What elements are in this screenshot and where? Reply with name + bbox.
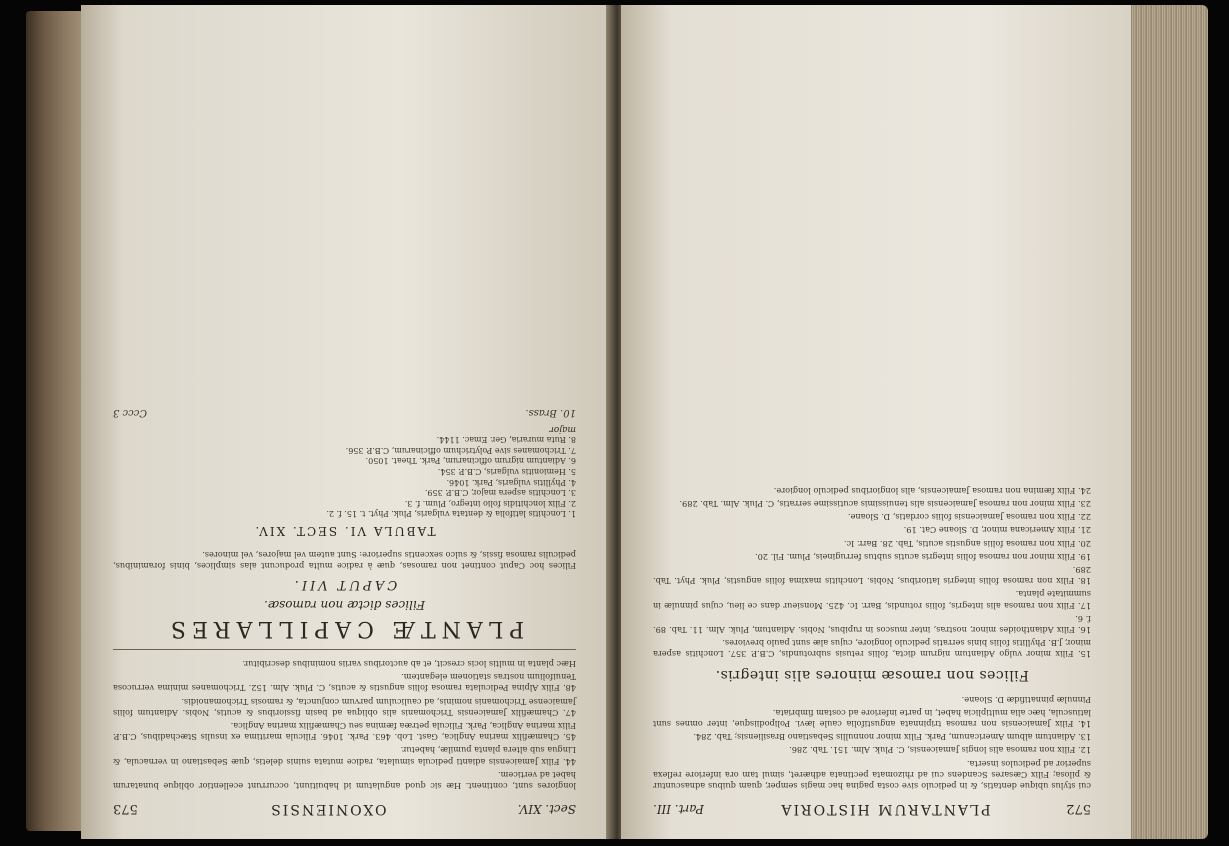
paragraph: 23. Filix minor non ramosa Jamaicensis alis tenuissimis acutissime serratis, C. Pluk. Alm. Tab. 289. [679,498,1091,509]
section-label: Part. III. [653,802,704,816]
paragraph: 45. Chamæfilix marina Anglica, Gast. Lob. 463. Park. 1046. Filicula maritima ex insulis Stæchadibus, C.B.P. Filix marina Anglica, Park. Filicula petræa fæmina seu Chamæfilix marina Anglica. [113,720,576,743]
paragraph: 13. Adiantum album Americanum, Park. Filix minor nonnullis Sebastiano Brasiliensis; Tab. 284. [693,732,1091,743]
side-note: major [549,423,576,434]
paragraph: 17. Filix non ramosa alis integris, foliis rotundis, Barr. Ic. 425. Monsieur dans ce lieu, cujus pinnulæ in summitate planta. [653,589,1091,611]
paragraph: 44. Filix Jamaicensis adianti pedicula simulata, radice mutata suinis deletis, quæ Sebastiano in vernacula, & Lingua sub altera planta pumilæ, habetur. [113,745,576,767]
paragraph: 14. Filix Jamaicensis non ramosa tripinnata angustifolia caule lævi. Polipodiisque, inter omnes sunt latiuscula, hæc alia multiplicia habet, in parte inferiore ad costam fimbriata. [653,707,1091,729]
caput-heading: CAPUT VII. [291,576,398,592]
page-number: 573 [113,801,138,816]
list-item: 3. Lonchitis aspera major, C.B.P. 359. [424,488,576,498]
intro-paragraph: Filices hoc Caput continet non ramosas, quæ à radice multa producunt alas simplices, binis foraminibus, pediculis ramosa fissis, & sulco sexcentis superiore: Sunt autem vel majores, vel minores. [113,549,576,571]
paragraph: 48. Filix Alpina Pediculata ramosa foliis angustis & acutis, C. Pluk. Alm. 152. Trichomanes minima verrucosa Tenuifolium nostras stationem elegantem. [113,672,576,694]
book-fore-edge-right [1128,5,1208,839]
running-head: OXONIENSIS [269,801,387,817]
paragraph: 24. Filix fæmina non ramosa Jamaicensis, alis longioribus pediculo longiore. [773,485,1091,496]
paragraph: 47. Chamæfilix Jamaicensis Trichomanis alis obliqua ad basin fissioribus & acutis, Nobis. Adiantum foliis Jamaicense Trichomanis nominis, ad cauliculum parvum conjuncta, & ramosis Trichomanoidis. [113,696,576,718]
left-page-header [113,801,576,817]
list-item: 1. Lonchitis latifolia & dentata vulgaris, Pluk. Phyt. t. 15. f. 2. [326,509,576,519]
signature-mark: Cccc 3 [113,406,147,418]
paragraph: 20. Filix non ramosa foliis angustis acutis, Tab. 28. Barr. Ic. [843,538,1091,549]
paragraph: longiores sunt, continent. Hæ sic quod angulatum id habuitiunt, occurrunt ecellentior oblique bunatarum habet ad verticem. [113,769,576,791]
paragraph: cui stylus ubique dentatis, & in pediculo sive costa pagina hac magis semper, quam quibus adnascuntur & pilosa; Filix Cæsares Scandens cui ad rhizomata pectinata adhæret, simul tam ora inferiore reflexa superior ad pediculos inserta. [653,758,1091,791]
tabula-heading: TABULA VI. SECT. XIV. [253,524,436,539]
species-list [113,434,576,519]
paragraph: 19. Filix minor non ramosa foliis integris acutis subtus ferrugineis, Plum. Fil. 20. [755,551,1091,562]
paragraph: 16. Filix Adianthoides minor, nostras, inter muscos in rupibus, Nobis. Adiantum, Pluk. Alm. 11. Tab. 89. f. 6. [653,613,1091,635]
chapter-title: PLANTÆ CAPILLARES [164,615,525,641]
list-item: 7. Trichomanes sive Polytrichum officinarum, C.B.P. 356. [345,445,576,455]
right-page-header [653,801,1091,817]
list-item: 5. Hemionitis vulgaris, C.B.P. 354. [437,466,576,476]
divider [113,649,576,650]
paragraph: 21. Filix Americana minor, D. Sloane Cat. 19. [903,525,1091,536]
section-label: Sect. XIV. [517,802,576,816]
paragraph: 15. Filix minor vulgo Adiantum nigrum dicta, foliis retusis subrotundis, C.B.P. 357. Lonchitis aspera minor, J.B. Phyllitis foliis binis serratis pediculo longiore, cujus alæ sunt paulo breviores. [653,638,1091,660]
paragraph: Hæc planta in multis locis crescit, et ab auctoribus variis nominibus describitur. [242,658,576,669]
open-book [26,5,1208,839]
right-page-content [621,5,1131,839]
right-page [621,5,1131,839]
list-item: 6. Adiantum nigrum officinarum, Park. Theat. 1050. [365,456,576,466]
paragraph: Pinnulæ pinnatifidæ D. Sloane. [961,694,1091,705]
page-number: 572 [1066,801,1091,816]
book-edge-left [26,11,88,831]
paragraph: 12. Filix non ramosa alis longis Jamaicensis, C. Pluk. Alm. 151. Tab. 286. [789,745,1091,756]
section-title: Filices non ramosæ minores alis integris. [715,667,1029,684]
paragraph: 18. Filix non ramosa foliis integris latioribus, Nobis. Lonchitis maxima foliis angustis, Pluk. Phyt. Tab. 289. [653,564,1091,587]
left-page-content [81,5,616,839]
running-head: PLANTARUM HISTORIA [779,801,991,817]
chapter-subtitle: Filices dictæ non ramosæ. [263,597,426,612]
list-item: 4. Phyllitis vulgaris, Park. 1046. [446,477,576,487]
left-page-footer [113,407,576,418]
list-item: 8. Ruta muraria, Ger. Emac. 1144. [436,435,576,445]
left-page [81,5,616,839]
list-item: 2. Filix lonchitidis folio integro, Plum. f. 3. [404,498,576,508]
catchword: 10. Brass. [525,406,576,418]
paragraph: 22. Filix non ramosa Jamaicensis foliis cordatis, D. Sloane. [847,512,1091,523]
